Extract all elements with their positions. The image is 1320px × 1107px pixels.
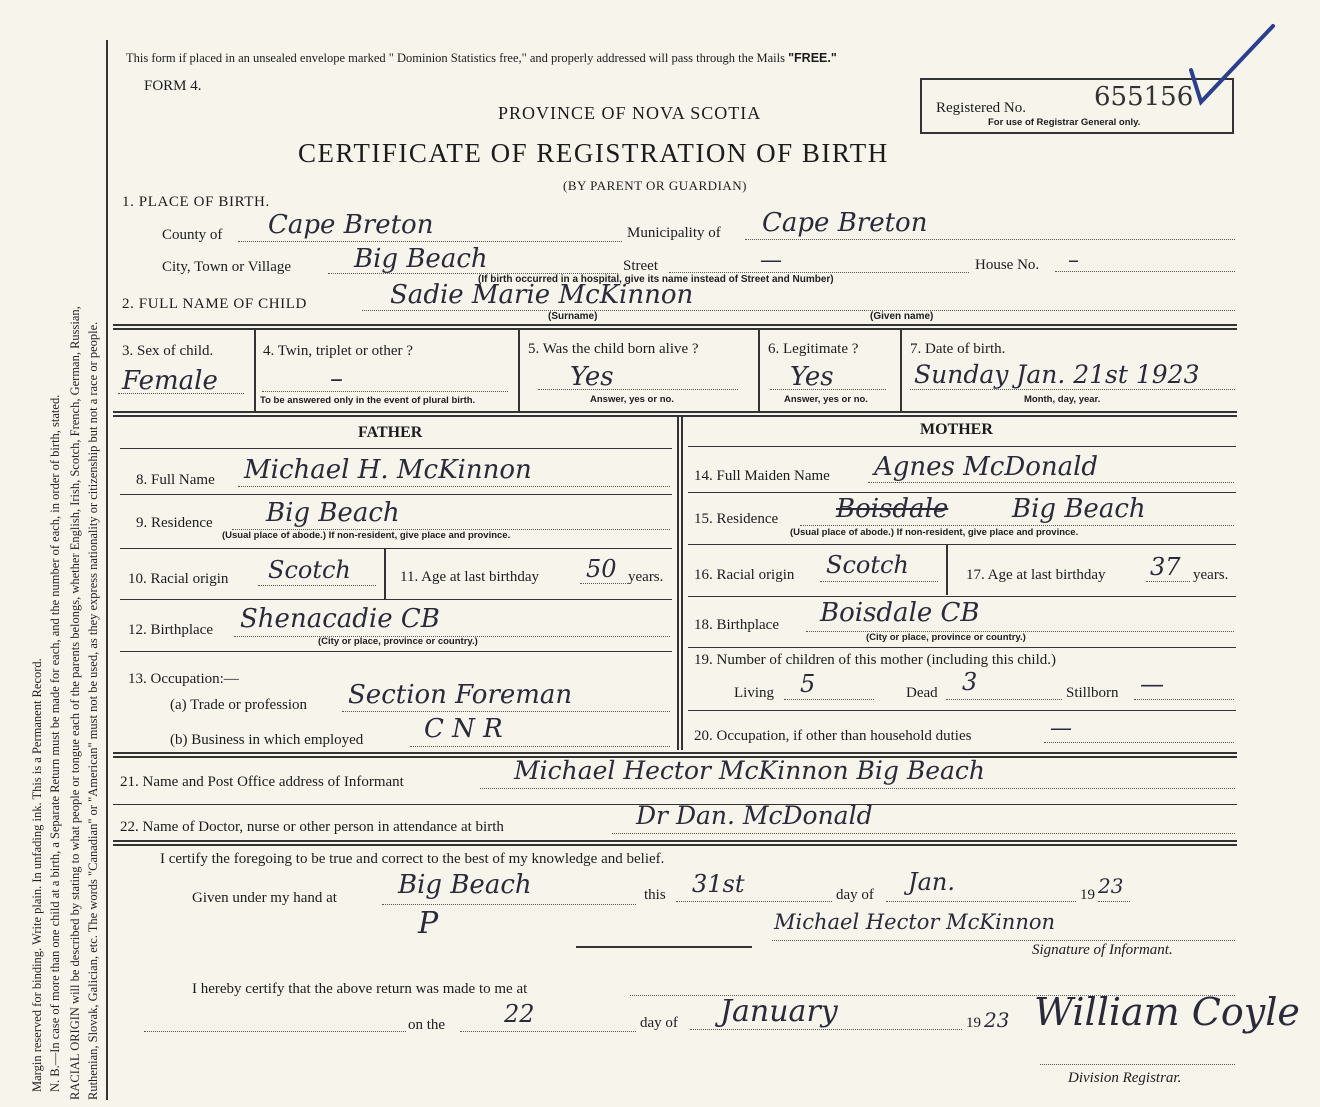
dead-label: Dead (906, 685, 938, 701)
father-name-value: Michael H. McKinnon (244, 455, 532, 485)
municipality-label: Municipality of (627, 225, 721, 241)
this-label: this (644, 887, 666, 903)
mother-birthplace-value: Boisdale CB (820, 598, 980, 628)
father-age-label: 11. Age at last birthday (400, 569, 539, 585)
father-age-value: 50 (586, 555, 617, 583)
house-number-label: House No. (975, 257, 1040, 273)
certify-year-prefix: 19 (1080, 887, 1095, 903)
sex-label: 3. Sex of child. (122, 343, 214, 359)
certify-statement: I certify the foregoing to be true and correct to the best of my knowledge and belief. (160, 851, 665, 867)
mother-birthplace-label: 18. Birthplace (694, 617, 779, 633)
certify-year-value: 23 (1098, 874, 1124, 898)
mother-residence-label: 15. Residence (694, 511, 779, 527)
registered-number-label: Registered No. (936, 100, 1026, 116)
mother-racial-label: 16. Racial origin (694, 567, 795, 583)
sex-value: Female (122, 366, 218, 396)
mother-age-value: 37 (1150, 553, 1181, 581)
given-name-note: (Given name) (870, 311, 934, 322)
twin-value: – (330, 364, 343, 394)
born-alive-note: Answer, yes or no. (590, 394, 674, 405)
doctor-value: Dr Dan. McDonald (636, 801, 873, 830)
hospital-note: (If birth occurred in a hospital, give its name instead of Street and Number) (478, 274, 834, 285)
legitimate-note: Answer, yes or no. (784, 394, 868, 405)
date-of-birth-note: Month, day, year. (1024, 394, 1101, 405)
mother-name-value: Agnes McDonald (874, 452, 1099, 482)
stillborn-value: — (1140, 670, 1164, 698)
mother-age-label: 17. Age at last birthday (966, 567, 1106, 583)
certificate-subtitle: (BY PARENT OR GUARDIAN) (563, 178, 748, 193)
informant-signature-caption: Signature of Informant. (1032, 942, 1173, 958)
living-value: 5 (800, 670, 816, 698)
legitimate-label: 6. Legitimate ? (768, 341, 859, 357)
certify-month-value: Jan. (908, 868, 956, 896)
mother-racial-value: Scotch (826, 551, 909, 579)
registrar-signature: William Coyle (1034, 990, 1300, 1034)
place-of-birth-heading: 1. PLACE OF BIRTH. (122, 194, 270, 210)
registrar-year-value: 23 (984, 1008, 1010, 1032)
binding-line (106, 40, 108, 1100)
born-alive-value: Yes (570, 362, 614, 392)
registrar-caption: Division Registrar. (1068, 1070, 1182, 1086)
initial-mark: P (418, 906, 439, 941)
mother-occupation-label: 20. Occupation, if other than household duties (694, 728, 972, 744)
father-birthplace-value: Shenacadie CB (240, 604, 440, 634)
registered-number-note: For use of Registrar General only. (988, 117, 1141, 128)
father-trade-value: Section Foreman (348, 680, 573, 710)
municipality-value: Cape Breton (762, 208, 928, 238)
registrar-on-the-label: on the (408, 1017, 446, 1033)
father-residence-label: 9. Residence (136, 515, 213, 531)
form-number: FORM 4. (144, 78, 202, 94)
father-residence-note: (Usual place of abode.) If non-resident, give place and province. (222, 530, 511, 541)
date-of-birth-value: Sunday Jan. 21st 1923 (914, 360, 1200, 389)
born-alive-label: 5. Was the child born alive ? (528, 341, 699, 357)
registered-number-value: 655156 (1094, 82, 1194, 112)
margin-instructions-4: Ruthenian, Slovak, Galician, etc. The words "Canadian" or "American" must not be used, as they express nationality or citizenship but not a race or people. (86, 321, 100, 1100)
mother-residence-note: (Usual place of abode.) If non-resident, give place and province. (790, 527, 1079, 538)
twin-note: To be answered only in the event of plural birth. (260, 395, 476, 406)
mail-notice-free: "FREE." (788, 51, 837, 65)
father-trade-label: (a) Trade or profession (170, 697, 308, 713)
given-under-label: Given under my hand at (192, 890, 337, 906)
father-heading: FATHER (358, 424, 423, 441)
mother-residence-value: Big Beach (1012, 494, 1146, 524)
registrar-year-prefix: 19 (966, 1015, 981, 1031)
mother-age-unit: years. (1193, 567, 1229, 583)
mother-children-label: 19. Number of children of this mother (including this child.) (694, 652, 1057, 668)
informant-value: Michael Hector McKinnon Big Beach (514, 756, 985, 785)
father-birthplace-note: (City or place, province or country.) (318, 636, 478, 647)
father-racial-label: 10. Racial origin (128, 571, 229, 587)
stillborn-label: Stillborn (1066, 685, 1119, 701)
living-label: Living (734, 685, 774, 701)
province-heading: PROVINCE OF NOVA SCOTIA (498, 103, 762, 123)
mother-heading: MOTHER (920, 421, 993, 438)
child-name-value: Sadie Marie McKinnon (390, 280, 694, 310)
date-of-birth-label: 7. Date of birth. (910, 341, 1006, 357)
margin-instructions-1: Margin reserved for binding. Write plain. In unfading ink. This is a Permanent Record. (30, 658, 44, 1092)
legitimate-value: Yes (790, 362, 834, 392)
mail-notice (126, 51, 837, 66)
father-business-label: (b) Business in which employed (170, 732, 364, 748)
street-value: — (760, 248, 782, 273)
registrar-statement: I hereby certify that the above return was made to me at (192, 981, 528, 997)
city-label: City, Town or Village (162, 259, 292, 275)
registrar-day-of-label: day of (640, 1015, 678, 1031)
house-number-value: – (1068, 248, 1079, 273)
informant-label: 21. Name and Post Office address of Informant (120, 774, 404, 790)
certify-day-of-label: day of (836, 887, 874, 903)
surname-note: (Surname) (548, 311, 598, 322)
dead-value: 3 (962, 668, 978, 696)
father-occupation-heading: 13. Occupation:— (128, 671, 239, 687)
mother-residence-struck: Boisdale (836, 494, 949, 524)
father-name-label: 8. Full Name (136, 472, 215, 488)
mother-birthplace-note: (City or place, province or country.) (866, 632, 1026, 643)
twin-label: 4. Twin, triplet or other ? (263, 343, 413, 359)
county-value: Cape Breton (268, 210, 434, 240)
father-racial-value: Scotch (268, 556, 351, 584)
certificate-title: CERTIFICATE OF REGISTRATION OF BIRTH (298, 138, 889, 168)
registrar-day-value: 22 (504, 1000, 535, 1028)
father-age-unit: years. (628, 569, 664, 585)
registrar-month-value: January (720, 994, 838, 1029)
mother-occupation-value: — (1050, 716, 1072, 741)
city-value: Big Beach (354, 244, 488, 274)
father-residence-value: Big Beach (266, 498, 400, 528)
margin-instructions-3: RACIAL ORIGIN will be described by stating to what people or tongue each of the parents belongs, whether English, Irish, Scotch, French, German, Russian, (68, 306, 82, 1100)
mother-name-label: 14. Full Maiden Name (694, 468, 830, 484)
mail-notice-text: This form if placed in an unsealed envelope marked " Dominion Statistics free," and properly addressed will pass through the Mails (126, 51, 789, 65)
child-name-label: 2. FULL NAME OF CHILD (122, 296, 307, 312)
father-business-value: C N R (424, 714, 503, 744)
street-label: Street (623, 258, 658, 274)
margin-instructions-2: N. B.—In case of more than one child at a birth, a Separate Return must be made for each, and the number of each, in order of birth, stated. (48, 394, 62, 1092)
doctor-label: 22. Name of Doctor, nurse or other person in attendance at birth (120, 819, 504, 835)
checkmark-icon (1185, 20, 1280, 110)
father-birthplace-label: 12. Birthplace (128, 622, 213, 638)
informant-signature: Michael Hector McKinnon (774, 910, 1056, 934)
given-place-value: Big Beach (398, 870, 532, 900)
certify-day-value: 31st (692, 870, 745, 898)
county-label: County of (162, 227, 223, 243)
